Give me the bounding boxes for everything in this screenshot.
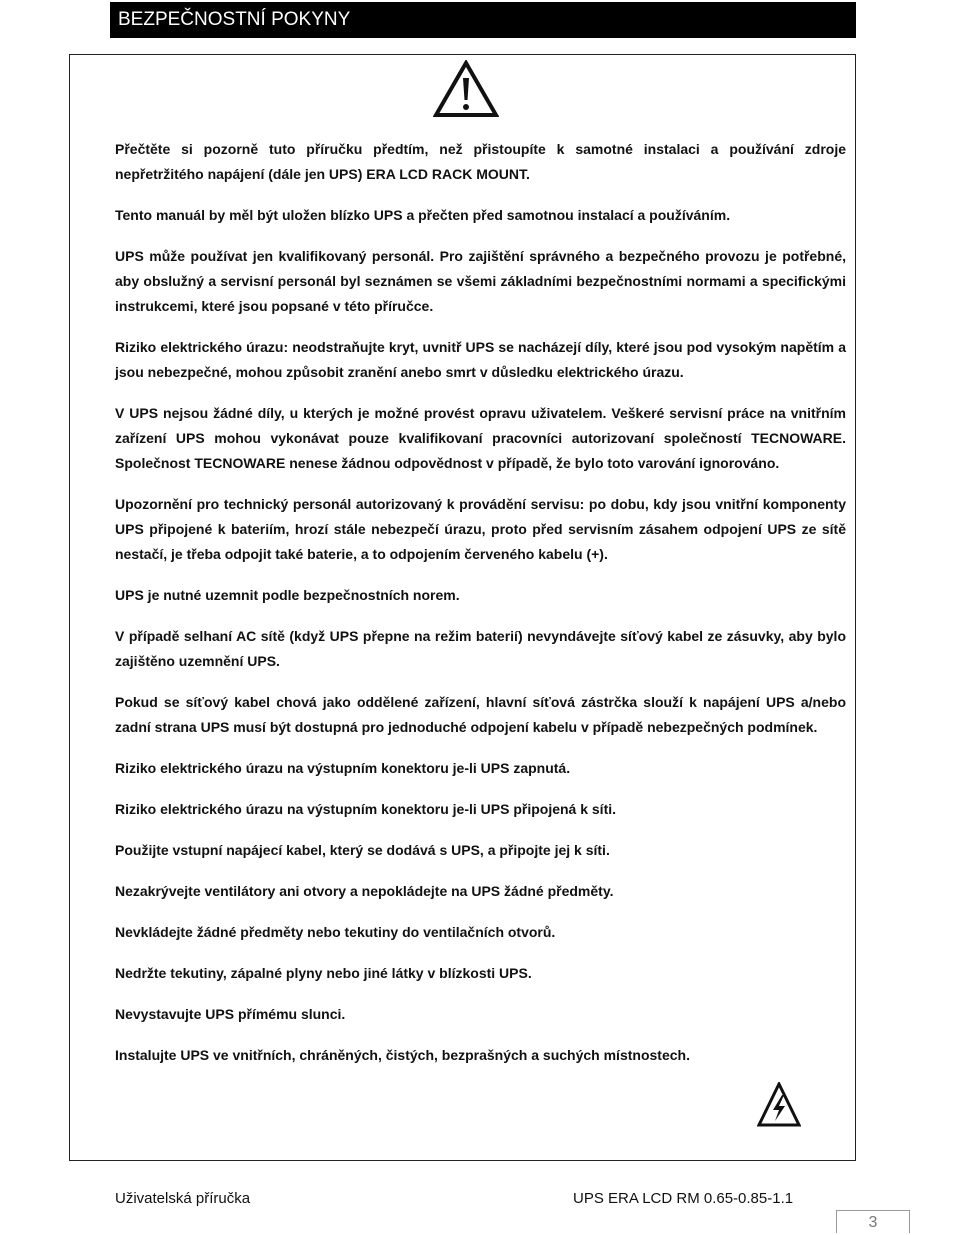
paragraph: Upozornění pro technický personál autorizovaný k provádění servisu: po dobu, kdy jsou vnitřní komponenty UPS připojené k bateriím, hrozí stále nebezpečí úrazu, proto před servisním zásahem odpojení UPS ze sítě nestačí, je třeba odpojit také baterie, a to odpojením červeného kabelu (+). — [115, 496, 846, 562]
instructions-text — [115, 137, 846, 1084]
footer-manual-name: Uživatelská příručka — [115, 1190, 251, 1207]
paragraph: V UPS nejsou žádné díly, u kterých je možné provést opravu uživatelem. Veškeré servisní práce na vnitřním zařízení UPS mohou vykonávat pouze kvalifikovaní pracovníci autorizovaní společností TECNOWARE. Společnost TECNOWARE nenese žádnou odpovědnost v případě, že bylo toto varování ignorováno. — [115, 405, 846, 471]
electric-shock-icon — [757, 1082, 801, 1128]
paragraph: Riziko elektrického úrazu na výstupním konektoru je-li UPS zapnutá. — [115, 760, 571, 776]
paragraph: Nedržte tekutiny, zápalné plyny nebo jiné látky v blízkosti UPS. — [115, 965, 532, 981]
paragraph: Nezakrývejte ventilátory ani otvory a nepokládejte na UPS žádné předměty. — [115, 883, 614, 899]
paragraph: Pokud se síťový kabel chová jako oddělené zařízení, hlavní síťová zástrčka slouží k napájení UPS a/nebo zadní strana UPS musí být dostupná pro jednoduché odpojení kabelu v případě nebezpečných podmínek. — [115, 694, 846, 735]
paragraph: UPS může používat jen kvalifikovaný personál. Pro zajištění správného a bezpečného provozu je potřebné, aby obslužný a servisní personál byl seznámen se všemi základními bezpečnostními normami a specifickými instrukcemi, které jsou popsané v této příručce. — [115, 248, 846, 314]
paragraph: Nevkládejte žádné předměty nebo tekutiny do ventilačních otvorů. — [115, 924, 556, 940]
warning-triangle-icon — [433, 60, 499, 118]
page-number: 3 — [836, 1210, 910, 1233]
footer-model-name: UPS ERA LCD RM 0.65-0.85-1.1 — [573, 1190, 794, 1207]
paragraph: Použijte vstupní napájecí kabel, který se dodává s UPS, a připojte jej k síti. — [115, 842, 610, 858]
section-header — [110, 2, 856, 38]
paragraph: Tento manuál by měl být uložen blízko UPS a přečten před samotnou instalací a používáním. — [115, 207, 731, 223]
paragraph: Instalujte UPS ve vnitřních, chráněných, čistých, bezprašných a suchých místnostech. — [115, 1047, 690, 1063]
paragraph: Nevystavujte UPS přímému slunci. — [115, 1006, 346, 1022]
paragraph: V případě selhaní AC sítě (když UPS přepne na režim baterií) nevyndávejte síťový kabel ze zásuvky, aby bylo zajištěno uzemnění UPS. — [115, 628, 846, 669]
paragraph: Přečtěte si pozorně tuto příručku předtím, než přistoupíte k samotné instalaci a používání zdroje nepřetržitého napájení (dále jen UPS) ERA LCD RACK MOUNT. — [115, 141, 846, 182]
section-title: BEZPEČNOSTNÍ POKYNY — [118, 9, 351, 30]
paragraph: Riziko elektrického úrazu: neodstraňujte kryt, uvnitř UPS se nacházejí díly, které jsou pod vysokým napětím a jsou nebezpečné, mohou způsobit zranění anebo smrt v důsledku elektrického úrazu. — [115, 339, 846, 380]
paragraph: Riziko elektrického úrazu na výstupním konektoru je-li UPS připojená k síti. — [115, 801, 617, 817]
paragraph: UPS je nutné uzemnit podle bezpečnostních norem. — [115, 587, 460, 603]
